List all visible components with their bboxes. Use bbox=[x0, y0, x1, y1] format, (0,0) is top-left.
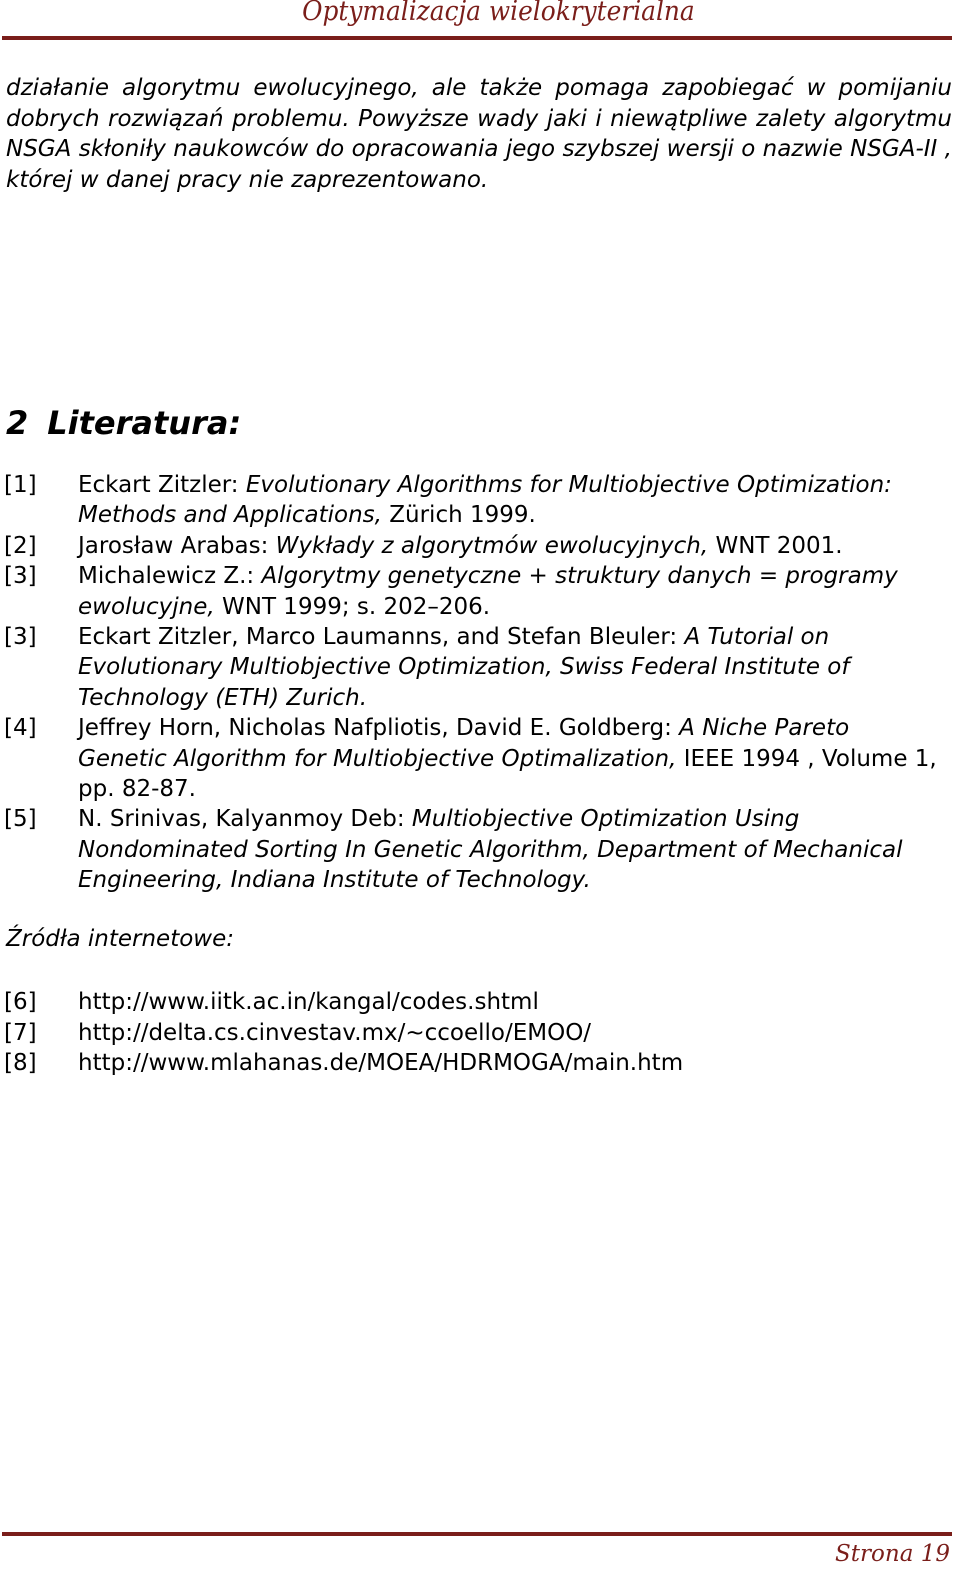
reference-item bbox=[4, 804, 954, 895]
reference-publication: WNT 2001. bbox=[708, 532, 843, 559]
section-title: Literatura: bbox=[47, 404, 242, 442]
reference-number: [3] bbox=[4, 624, 37, 651]
reference-title: A Tutorial on Evolutionary Multiobjective Optimization, Swiss Federal Institute of Technology (ETH) Zurich. bbox=[78, 624, 850, 711]
reference-number: [1] bbox=[4, 472, 37, 498]
intro-paragraph: działanie algorytmu ewolucyjnego, ale także pomaga zapobiegać w pomijaniu dobrych rozwiązań problemu. Powyższe wady jaki i niewątpliwe zalety algorytmu NSGA skłoniły naukowców do opracowania jego szybszej wersji o nazwie NSGA-II , której w danej pracy nie zaprezentowano. bbox=[6, 75, 952, 193]
section-number: 2 bbox=[6, 404, 29, 442]
reference-number: [4] bbox=[4, 715, 37, 742]
reference-title: Wykłady z algorytmów ewolucyjnych, bbox=[275, 532, 709, 559]
reference-item bbox=[4, 713, 954, 804]
reference-list bbox=[4, 470, 954, 896]
source-url: http://www.mlahanas.de/MOEA/HDRMOGA/main.htm bbox=[78, 1050, 684, 1077]
internet-source-item bbox=[4, 987, 954, 1018]
reference-title: Evolutionary Algorithms for Multiobjective Optimization: Methods and Applications, bbox=[78, 472, 892, 529]
footer-rule bbox=[2, 1532, 952, 1536]
reference-text bbox=[78, 561, 954, 622]
reference-number: [6] bbox=[4, 989, 37, 1015]
reference-item bbox=[4, 470, 954, 531]
reference-item bbox=[4, 531, 954, 561]
reference-title: A Niche Pareto Genetic Algorithm for Multiobjective Optimalization, bbox=[78, 715, 850, 772]
reference-number: [7] bbox=[4, 1019, 37, 1046]
reference-text bbox=[78, 622, 954, 713]
reference-text bbox=[78, 470, 954, 531]
reference-publication: IEEE 1994 , Volume 1, pp. 82-87. bbox=[78, 745, 937, 803]
internet-source-item bbox=[4, 1048, 954, 1079]
reference-publication: Zürich 1999. bbox=[381, 502, 536, 529]
source-url: http://delta.cs.cinvestav.mx/~ccoello/EMOO/ bbox=[78, 1019, 592, 1046]
reference-text bbox=[78, 531, 954, 561]
reference-author: N. Srinivas, Kalyanmoy Deb: bbox=[78, 806, 412, 833]
reference-text bbox=[78, 804, 954, 895]
reference-number: [5] bbox=[4, 806, 37, 833]
running-header-title: Optymalizacja wielokryterialna bbox=[302, 0, 695, 27]
internet-sources-list bbox=[4, 987, 954, 1079]
reference-number: [3] bbox=[4, 563, 37, 590]
reference-number: [8] bbox=[4, 1050, 37, 1077]
reference-text bbox=[78, 713, 954, 804]
source-url: http://www.iitk.ac.in/kangal/codes.shtml bbox=[78, 989, 539, 1015]
reference-author: Eckart Zitzler, Marco Laumanns, and Stefan Bleuler: bbox=[78, 624, 685, 651]
reference-author: Eckart Zitzler: bbox=[78, 472, 246, 498]
reference-title: Multiobjective Optimization Using Nondominated Sorting In Genetic Algorithm, Department of Mechanical Engineering, Indiana Institute of Technology. bbox=[78, 806, 903, 894]
reference-number: [2] bbox=[4, 532, 37, 559]
reference-author: Jeffrey Horn, Nicholas Nafpliotis, David E. Goldberg: bbox=[78, 715, 680, 742]
internet-sources-heading: Źródła internetowe: bbox=[6, 926, 235, 952]
reference-item bbox=[4, 561, 954, 622]
reference-publication: WNT 1999; s. 202–206. bbox=[214, 593, 491, 620]
reference-author: Michalewicz Z.: bbox=[78, 563, 262, 590]
section-heading bbox=[6, 404, 241, 442]
reference-item bbox=[4, 622, 954, 713]
internet-source-item bbox=[4, 1018, 954, 1049]
page-number: Strona 19 bbox=[835, 1541, 950, 1567]
reference-title: Algorytmy genetyczne + struktury danych = programy ewolucyjne, bbox=[78, 563, 898, 620]
reference-author: Jarosław Arabas: bbox=[78, 532, 276, 559]
header-rule bbox=[2, 36, 952, 40]
